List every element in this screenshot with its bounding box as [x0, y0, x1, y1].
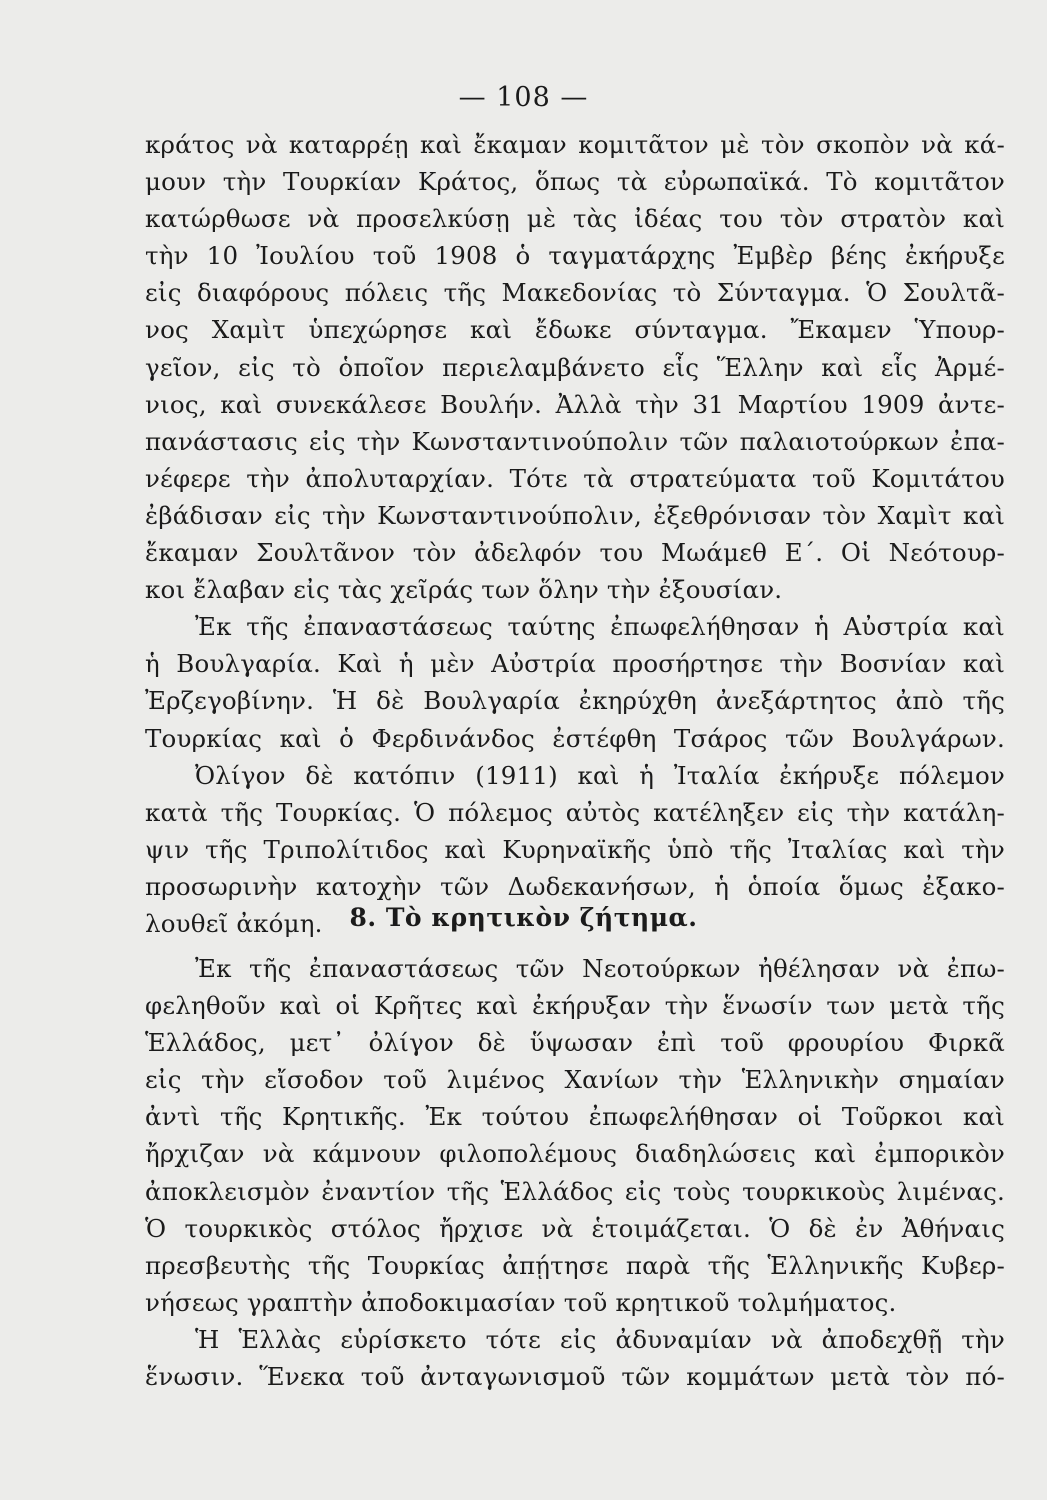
text-line: Ἑλλάδος, μετ᾽ ὀλίγον δὲ ὕψωσαν ἐπὶ τοῦ φρουρίου Φιρκᾶ — [145, 1028, 1005, 1058]
text-line: πρεσβευτὴς τῆς Τουρκίας ἀπῄτησε παρὰ τῆς Ἑλληνικῆς Κυβερ- — [145, 1250, 1005, 1280]
text-line: προσωρινὴν κατοχὴν τῶν Δωδεκανήσων, ἡ ὁποία ὅμως ἐξακο- — [145, 871, 1005, 901]
text-line: Ἐρζεγοβίνην. Ἡ δὲ Βουλγαρία ἐκηρύχθη ἀνεξάρτητος ἀπὸ τῆς — [145, 686, 1005, 716]
text-line: νήσεως γραπτὴν ἀποδοκιμασίαν τοῦ κρητικοῦ τολμήματος. — [145, 1287, 897, 1317]
body-text-block-1 — [145, 126, 1005, 942]
text-line: εἰς διαφόρους πόλεις τῆς Μακεδονίας τὸ Σύνταγμα. Ὁ Σουλτᾶ- — [145, 278, 1005, 308]
text-line: ἤρχιζαν νὰ κάμνουν φιλοπολέμους διαδηλώσεις καὶ ἐμπορικὸν — [145, 1139, 1005, 1169]
text-line: ψιν τῆς Τριπολίτιδος καὶ Κυρηναϊκῆς ὑπὸ τῆς Ἰταλίας καὶ τὴν — [145, 834, 1005, 864]
text-line: ἡ Βουλγαρία. Καὶ ἡ μὲν Αὐστρία προσήρτησε τὴν Βοσνίαν καὶ — [145, 649, 1005, 679]
text-line: μουν τὴν Τουρκίαν Κράτος, ὅπως τὰ εὐρωπαϊκά. Τὸ κομιτᾶτον — [145, 167, 1005, 197]
page-number: — 108 — — [458, 82, 589, 113]
text-line: κατὰ τῆς Τουρκίας. Ὁ πόλεμος αὐτὸς κατέληξεν εἰς τὴν κατάλη- — [145, 797, 1005, 827]
text-line: γεῖον, εἰς τὸ ὁποῖον περιελαμβάνετο εἷς Ἕλλην καὶ εἷς Ἀρμέ- — [145, 352, 1005, 382]
text-line: Ἐκ τῆς ἐπαναστάσεως ταύτης ἐπωφελήθησαν ἡ Αὐστρία καὶ — [195, 612, 1005, 642]
text-line: Ἡ Ἑλλὰς εὑρίσκετο τότε εἰς ἀδυναμίαν νὰ ἀποδεχθῇ τὴν — [195, 1324, 1005, 1354]
text-line: νος Χαμὶτ ὑπεχώρησε καὶ ἔδωκε σύνταγμα. Ἔκαμεν Ὑπουρ- — [145, 315, 1005, 345]
text-line: κοι ἔλαβαν εἰς τὰς χεῖράς των ὅλην τὴν ἐξουσίαν. — [145, 575, 783, 605]
text-line: ἀποκλεισμὸν ἐναντίον τῆς Ἑλλάδος εἰς τοὺς τουρκικοὺς λιμένας. — [145, 1176, 1005, 1206]
text-line: κράτος νὰ καταρρέῃ καὶ ἔκαμαν κομιτᾶτον μὲ τὸν σκοπὸν νὰ κά- — [145, 130, 1005, 159]
text-line: τὴν 10 Ἰουλίου τοῦ 1908 ὁ ταγματάρχης Ἐμβὲρ βέης ἐκήρυξε — [145, 241, 1005, 271]
text-line: πανάστασις εἰς τὴν Κωνσταντινούπολιν τῶν παλαιοτούρκων ἐπα- — [145, 426, 1005, 456]
text-line: ἐβάδισαν εἰς τὴν Κωνσταντινούπολιν, ἐξεθρόνισαν τὸν Χαμὶτ καὶ — [145, 500, 1005, 530]
text-line: φεληθοῦν καὶ οἱ Κρῆτες καὶ ἐκήρυξαν τὴν ἕνωσίν των μετὰ τῆς — [145, 991, 1005, 1021]
text-line: Ὀλίγον δὲ κατόπιν (1911) καὶ ἡ Ἰταλία ἐκήρυξε πόλεμον — [195, 760, 1005, 790]
text-line: λουθεῖ ἀκόμη. — [145, 908, 323, 938]
text-line: νέφερε τὴν ἀπολυταρχίαν. Τότε τὰ στρατεύματα τοῦ Κομιτάτου — [145, 463, 1005, 493]
text-line: Ἐκ τῆς ἐπαναστάσεως τῶν Νεοτούρκων ἠθέλησαν νὰ ἐπω- — [195, 954, 1005, 983]
body-text-block-2 — [145, 950, 1005, 1395]
text-line: ἕνωσιν. Ἕνεκα τοῦ ἀνταγωνισμοῦ τῶν κομμάτων μετὰ τὸν πό- — [145, 1362, 1005, 1392]
text-line: εἰς τὴν εἴσοδον τοῦ λιμένος Χανίων τὴν Ἑλληνικὴν σημαίαν — [145, 1065, 1005, 1095]
text-line: Ὁ τουρκικὸς στόλος ἤρχισε νὰ ἑτοιμάζεται. Ὁ δὲ ἐν Ἀθήναις — [145, 1213, 1005, 1243]
text-line: ἔκαμαν Σουλτᾶνον τὸν ἀδελφόν του Μωάμεθ Ε΄. Οἱ Νεότουρ- — [145, 538, 1005, 568]
section-heading: 8. Τὸ κρητικὸν ζήτημα. — [349, 903, 698, 932]
text-line: νιος, καὶ συνεκάλεσε Βουλήν. Ἀλλὰ τὴν 31 Μαρτίου 1909 ἀντε- — [145, 389, 1005, 419]
text-line: ἀντὶ τῆς Κρητικῆς. Ἐκ τούτου ἐπωφελήθησαν οἱ Τοῦρκοι καὶ — [145, 1102, 1005, 1132]
text-line: κατώρθωσε νὰ προσελκύσῃ μὲ τὰς ἰδέας του τὸν στρατὸν καὶ — [145, 204, 1005, 234]
text-line: Τουρκίας καὶ ὁ Φερδινάνδος ἐστέφθη Τσάρος τῶν Βουλγάρων. — [145, 723, 1005, 753]
